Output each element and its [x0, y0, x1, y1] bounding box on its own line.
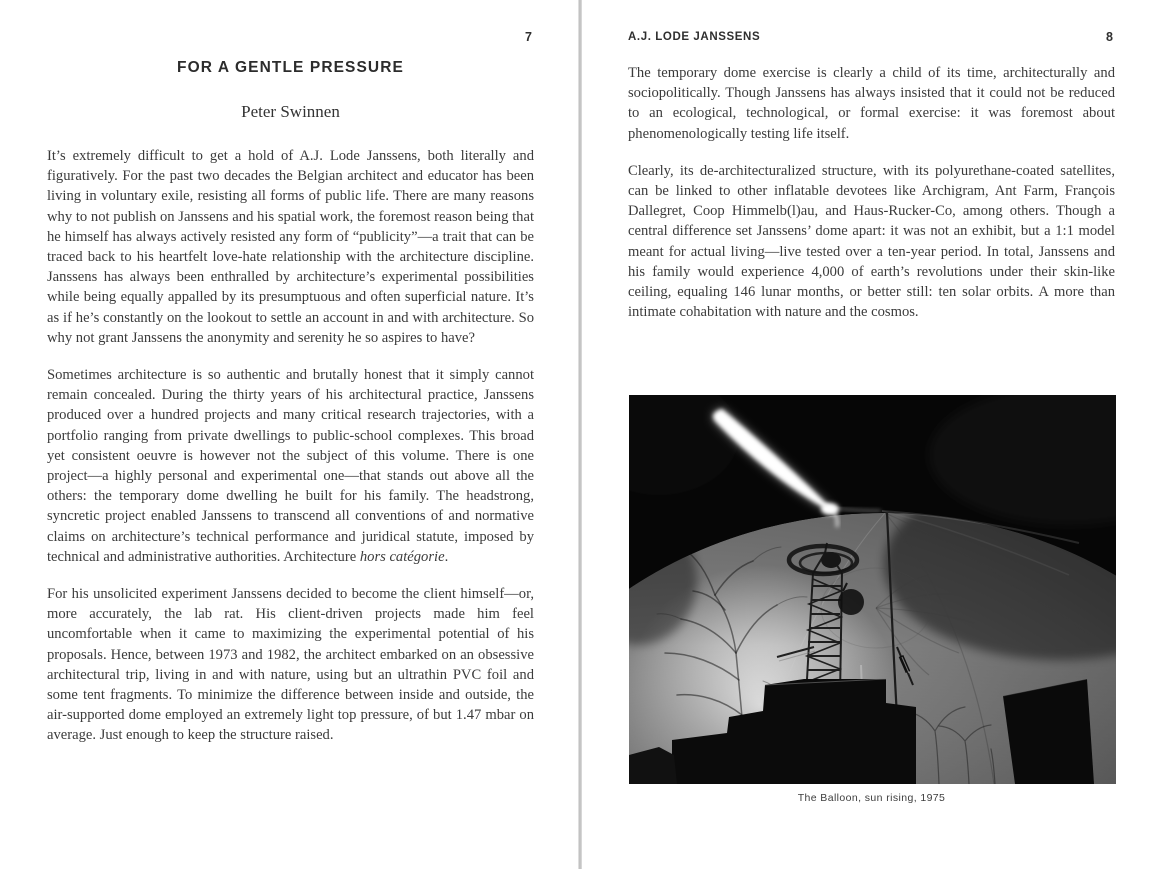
- paragraph: The temporary dome exercise is clearly a child of its time, architecturally and sociopolitically. Though Janssens has always insisted that it could not be reduced to an ecological, technological, or formal exercise: it was foremost about phenomenologically testing life itself.: [628, 65, 1115, 142]
- page-right: [628, 0, 1115, 869]
- paragraph: Sometimes architecture is so authentic and brutally honest that it simply cannot remain concealed. During the thirty years of his architectural practice, Janssens produced over a hundred projects and many critical research trajectories, with a portfolio ranging from private dwellings to public-school complexes. This broad yet consistent oeuvre is however not the subject of this volume. There is one project—a highly personal and experimental one—that stands out above all the others: the temporary dome dwelling he built for his family. The headstrong, syncretic project enabled Janssens to transcend all conventions of and normative claims on architecture’s technical performance and juridical statute, imposed by technical and administrative authorities. Architecture hors catégorie.: [47, 367, 534, 565]
- page-left: [47, 0, 534, 869]
- running-header: A.J. LODE JANSSENS: [628, 31, 761, 43]
- balloon-photo: [629, 395, 1116, 784]
- article-title: FOR A GENTLE PRESSURE: [177, 59, 404, 76]
- page-number-left: 7: [525, 30, 532, 44]
- balloon-photo-illustration: [629, 395, 1116, 784]
- paragraph: It’s extremely difficult to get a hold of A.J. Lode Janssens, both literally and figuratively. For the past two decades the Belgian architect and educator has been living in voluntary exile, resisting all forms of public life. There are many reasons why to not publish on Janssens and his spatial work, the foremost reason being that he himself has always actively resisted any form of “publicity”—a trait that can be traced back to his heartfelt love-hate relationship with the architecture discipline. Janssens has always been enthralled by architecture’s experimental possibilities while being equally appalled by its presumptuous and often superficial nature. It’s as if he’s constantly on the lookout to settle an account in and with architecture. So why not grant Janssens the anonymity and serenity he so aspires to have?: [47, 148, 534, 346]
- paragraph: For his unsolicited experiment Janssens decided to become the client himself—or, more accurately, the lab rat. His client-driven projects made him feel uncomfortable when it came to maximizing the experimental potential of his proposals. Hence, between 1973 and 1982, the architect embarked on an obsessive architectural trip, living in and with nature, using but an ultrathin PVC foil and some tent fragments. To minimize the difference between inside and outside, the air-supported dome employed an extremely light top pressure, of but 1.47 mbar on average. Just enough to keep the structure raised.: [47, 586, 534, 744]
- body-copy-left: [47, 146, 534, 763]
- membrane-flap: [1003, 679, 1094, 784]
- page-number-right: 8: [1106, 30, 1113, 44]
- body-copy-right: [628, 63, 1115, 339]
- page-gutter-divider: [578, 0, 582, 869]
- photo-caption: The Balloon, sun rising, 1975: [797, 792, 946, 804]
- article-author: Peter Swinnen: [241, 102, 340, 121]
- paragraph: Clearly, its de-architecturalized structure, with its polyurethane-coated satellites, can be linked to other inflatable devotees like Archigram, Ant Farm, François Dallegret, Coop Himmelb(l)au, and Haus-Rucker-Co, among others. Though a central difference set Janssens’ dome apart: it was not an exhibit, but a 1:1 model meant for actual living—live tested over a ten-year period. In total, Janssens and his family would experience 4,000 of earth’s revolutions under their skin-like ceiling, equaling 146 lunar months, or better still: ten solar orbits. A more than intimate cohabitation with nature and the cosmos.: [628, 162, 1115, 321]
